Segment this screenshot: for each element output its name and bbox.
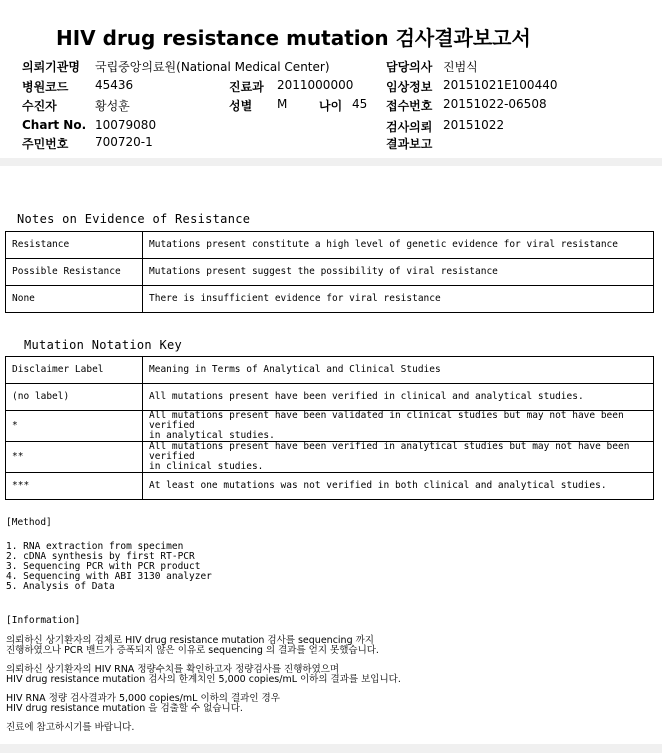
header-divider (0, 158, 662, 166)
requesting-institution-value: 국립중앙의료원(National Medical Center) (95, 60, 330, 74)
table-row (6, 232, 654, 259)
notation-description-line: in clinical studies. (149, 461, 264, 472)
evidence-description: There is insufficient evidence for viral resistance (143, 286, 654, 313)
physician-label: 담당의사 (386, 60, 433, 74)
clinical-info-value: 20151021E100440 (443, 78, 558, 92)
clinical-info-label: 임상정보 (386, 80, 433, 94)
notation-description-line: in analytical studies. (149, 430, 275, 441)
notation-section-title: Mutation Notation Key (24, 338, 183, 352)
notation-label: *** (6, 473, 143, 500)
evidence-table (5, 231, 654, 313)
chart-no-label: Chart No. (22, 118, 87, 132)
evidence-label: Resistance (6, 232, 143, 259)
requesting-institution-label: 의뢰기관명 (22, 60, 80, 74)
notation-description-line: Meaning in Terms of Analytical and Clinical Studies (149, 364, 441, 375)
table-row (6, 442, 654, 473)
notation-description (143, 473, 654, 500)
notation-label: ** (6, 442, 143, 473)
page-bottom-divider (0, 744, 662, 753)
notation-description (143, 411, 654, 442)
notation-description-line: All mutations present have been validated in clinical studies but may not have been verified (149, 410, 624, 431)
table-row (6, 259, 654, 286)
information-line: HIV drug resistance mutation 검사의 한계치인 5,000 copies/mL 이하의 결과를 보입니다. (6, 674, 401, 685)
table-row (6, 473, 654, 500)
method-item: 5. Analysis of Data (6, 581, 115, 592)
resident-number-label: 주민번호 (22, 137, 69, 151)
information-title: [Information] (6, 615, 81, 626)
chart-no-value: 10079080 (95, 118, 157, 132)
accession-number-value: 20151022-06508 (443, 97, 547, 111)
notation-description (143, 384, 654, 411)
notation-label: * (6, 411, 143, 442)
method-list (6, 542, 212, 592)
information-line: 진료에 참고하시기를 바랍니다. (6, 722, 135, 733)
information-line: 의뢰하신 상기환자의 HIV RNA 정량수치를 확인하고자 정량검사를 진행하였으며 (6, 664, 340, 675)
table-row (6, 357, 654, 384)
accession-number-label: 접수번호 (386, 99, 433, 113)
report-title: HIV drug resistance mutation 검사결과보고서 (56, 26, 531, 50)
notation-description-line: All mutations present have been verified in analytical studies but may not have been verified (149, 441, 630, 462)
information-paragraph (6, 723, 401, 733)
method-item: 4. Sequencing with ABI 3130 analyzer (6, 571, 212, 582)
information-paragraph (6, 665, 401, 685)
evidence-label: Possible Resistance (6, 259, 143, 286)
information-paragraph (6, 636, 401, 656)
report-date-label: 결과보고 (386, 137, 433, 151)
notation-label: (no label) (6, 384, 143, 411)
notation-label: Disclaimer Label (6, 357, 143, 384)
age-value: 45 (352, 97, 368, 111)
information-paragraph (6, 694, 401, 714)
patient-name-value: 황성훈 (95, 99, 130, 113)
method-item: 2. cDNA synthesis by first RT-PCR (6, 551, 195, 562)
department-value: 2011000000 (277, 78, 354, 92)
method-title: [Method] (6, 517, 52, 528)
evidence-label: None (6, 286, 143, 313)
notation-description (143, 357, 654, 384)
notation-description (143, 442, 654, 473)
information-line: 진행하였으나 PCR 밴드가 증폭되지 않은 이유로 sequencing 의 결과를 얻지 못했습니다. (6, 645, 379, 656)
evidence-description: Mutations present suggest the possibility of viral resistance (143, 259, 654, 286)
patient-name-label: 수진자 (22, 99, 57, 113)
table-row (6, 411, 654, 442)
notation-description-line: At least one mutations was not verified in both clinical and analytical studies. (149, 480, 607, 491)
resident-number-value: 700720-1 (95, 135, 153, 149)
notation-table (5, 356, 654, 500)
hospital-code-label: 병원코드 (22, 80, 69, 94)
request-date-value: 20151022 (443, 118, 505, 132)
method-item: 1. RNA extraction from specimen (6, 541, 184, 552)
department-label: 진료과 (229, 80, 264, 94)
age-label: 나이 (319, 99, 343, 113)
sex-value: M (277, 97, 288, 111)
method-item: 3. Sequencing PCR with PCR product (6, 561, 201, 572)
information-line: HIV RNA 정량 검사결과가 5,000 copies/mL 이하의 결과인 경우 (6, 693, 280, 704)
information-body (6, 636, 401, 733)
hospital-code-value: 45436 (95, 78, 134, 92)
physician-value: 진범식 (443, 60, 478, 74)
information-line: 의뢰하신 상기환자의 검체로 HIV drug resistance mutation 검사를 sequencing 까지 (6, 635, 374, 646)
notes-section-title: Notes on Evidence of Resistance (17, 212, 251, 226)
evidence-description: Mutations present constitute a high level of genetic evidence for viral resistance (143, 232, 654, 259)
notation-description-line: All mutations present have been verified in clinical and analytical studies. (149, 391, 584, 402)
information-line: HIV drug resistance mutation 을 검출할 수 없습니다. (6, 703, 243, 714)
table-row (6, 384, 654, 411)
request-date-label: 검사의뢰 (386, 120, 433, 134)
sex-label: 성별 (229, 99, 253, 113)
table-row (6, 286, 654, 313)
